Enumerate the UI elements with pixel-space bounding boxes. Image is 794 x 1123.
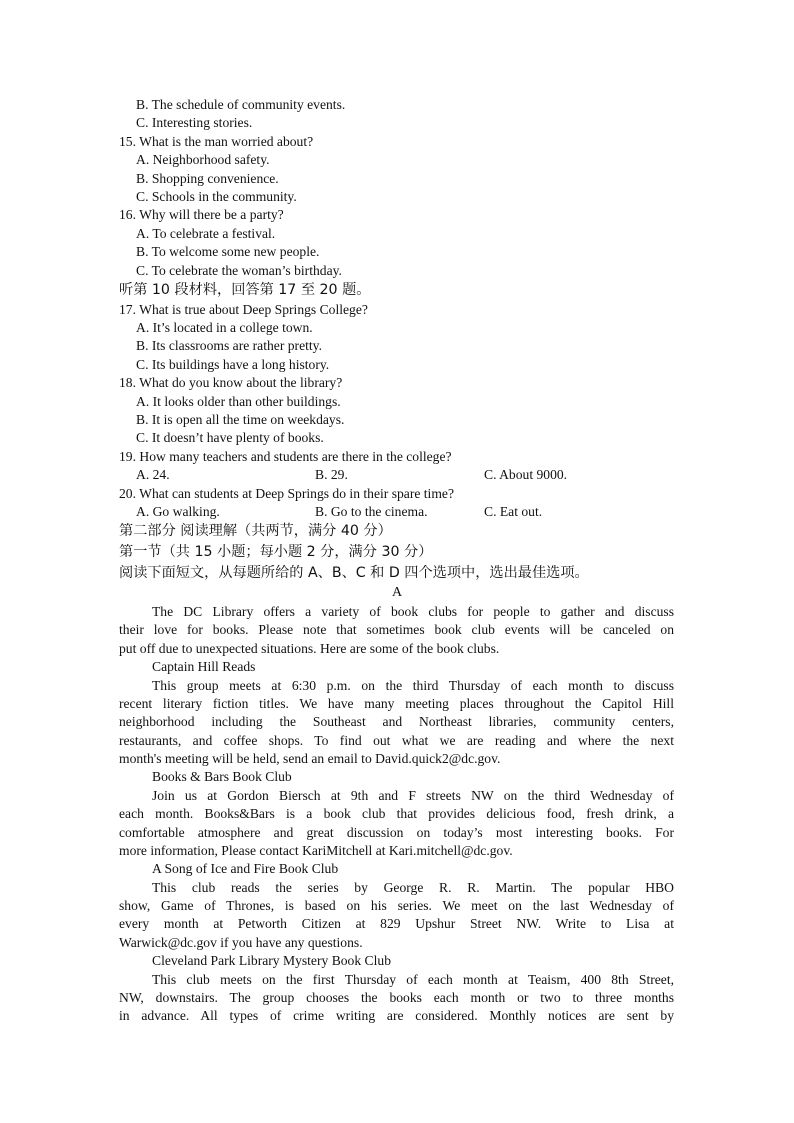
club-1-line-4: restaurants, and coffee shops. To find out what we are reading and where the next	[119, 733, 674, 748]
q15-option-c: C. Schools in the community.	[136, 189, 297, 204]
q17-stem: 17. What is true about Deep Springs College?	[119, 302, 368, 317]
q20-option-a: A. Go walking.	[136, 504, 220, 519]
q20-option-c: C. Eat out.	[484, 504, 543, 519]
q16-option-a: A. To celebrate a festival.	[136, 226, 276, 241]
q19-stem: 19. How many teachers and students are there in the college?	[119, 449, 452, 464]
q17-option-a: A. It’s located in a college town.	[136, 320, 313, 335]
q15-stem: 15. What is the man worried about?	[119, 134, 314, 149]
club-2-line-3: comfortable atmosphere and great discussion on today’s most interesting books. For	[119, 825, 674, 840]
club-3-line-1: This club reads the series by George R. R. Martin. The popular HBO	[152, 880, 674, 895]
q15-option-b: B. Shopping convenience.	[136, 171, 279, 186]
club-name-captain-hill: Captain Hill Reads	[152, 659, 256, 674]
club-4-line-2: NW, downstairs. The group chooses the books each month or two to three months	[119, 990, 674, 1005]
q16-stem: 16. Why will there be a party?	[119, 207, 284, 222]
club-name-song-ice-fire: A Song of Ice and Fire Book Club	[152, 861, 339, 876]
intro-line-1: The DC Library offers a variety of book clubs for people to gather and discuss	[152, 604, 674, 619]
q17-option-b: B. Its classrooms are rather pretty.	[136, 338, 322, 353]
club-2-line-2: each month. Books&Bars is a book club that provides delicious food, fresh drink, a	[119, 806, 674, 821]
club-1-line-1: This group meets at 6:30 p.m. on the third Thursday of each month to discuss	[152, 678, 674, 693]
reading-section-title: 第一节（共 15 小题；每小题 2 分，满分 30 分）	[119, 544, 433, 560]
section10-instruction: 听第 10 段材料，回答第 17 至 20 题。	[119, 282, 371, 298]
club-1-line-5: month's meeting will be held, send an email to David.quick2@dc.gov.	[119, 751, 501, 766]
q20-stem: 20. What can students at Deep Springs do in their spare time?	[119, 486, 454, 501]
q19-option-c: C. About 9000.	[484, 467, 568, 482]
intro-line-3: put off due to unexpected situations. Here are some of the book clubs.	[119, 641, 500, 656]
q18-option-b: B. It is open all the time on weekdays.	[136, 412, 345, 427]
q14-option-c: C. Interesting stories.	[136, 115, 253, 130]
reading-part-title: 第二部分 阅读理解（共两节，满分 40 分）	[119, 523, 392, 539]
club-1-line-3: neighborhood including the Southeast and Northeast libraries, community centers,	[119, 714, 674, 729]
club-3-line-3: every month at Petworth Citizen at 829 Upshur Street NW. Write to Lisa at	[119, 916, 674, 931]
q16-option-b: B. To welcome some new people.	[136, 244, 320, 259]
club-2-line-1: Join us at Gordon Biersch at 9th and F streets NW on the third Wednesday of	[152, 788, 674, 803]
q18-option-c: C. It doesn’t have plenty of books.	[136, 430, 324, 445]
q18-option-a: A. It looks older than other buildings.	[136, 394, 341, 409]
reading-instruction: 阅读下面短文，从每题所给的 A、B、C 和 D 四个选项中，选出最佳选项。	[119, 565, 589, 581]
q18-stem: 18. What do you know about the library?	[119, 375, 343, 390]
q17-option-c: C. Its buildings have a long history.	[136, 357, 330, 372]
club-name-cleveland-park: Cleveland Park Library Mystery Book Club	[152, 953, 391, 968]
q20-option-b: B. Go to the cinema.	[315, 504, 428, 519]
club-name-books-bars: Books & Bars Book Club	[152, 769, 292, 784]
q19-option-a: A. 24.	[136, 467, 170, 482]
club-1-line-2: recent literary fiction titles. We have many meeting places throughout the Capitol Hill	[119, 696, 674, 711]
club-2-line-4: more information, Please contact KariMitchell at Kari.mitchell@dc.gov.	[119, 843, 513, 858]
club-3-line-2: show, Game of Thrones, is based on his series. We meet on the last Wednesday of	[119, 898, 674, 913]
q16-option-c: C. To celebrate the woman’s birthday.	[136, 263, 342, 278]
q19-option-b: B. 29.	[315, 467, 348, 482]
club-3-line-4: Warwick@dc.gov if you have any questions.	[119, 935, 363, 950]
club-4-line-3: in advance. All types of crime writing are considered. Monthly notices are sent by	[119, 1008, 674, 1023]
q14-option-b: B. The schedule of community events.	[136, 97, 346, 112]
q15-option-a: A. Neighborhood safety.	[136, 152, 270, 167]
intro-line-2: their love for books. Please note that sometimes book club events will be canceled on	[119, 622, 674, 637]
passage-label: A	[391, 585, 403, 600]
club-4-line-1: This club meets on the first Thursday of each month at Teaism, 400 8th Street,	[152, 972, 674, 987]
